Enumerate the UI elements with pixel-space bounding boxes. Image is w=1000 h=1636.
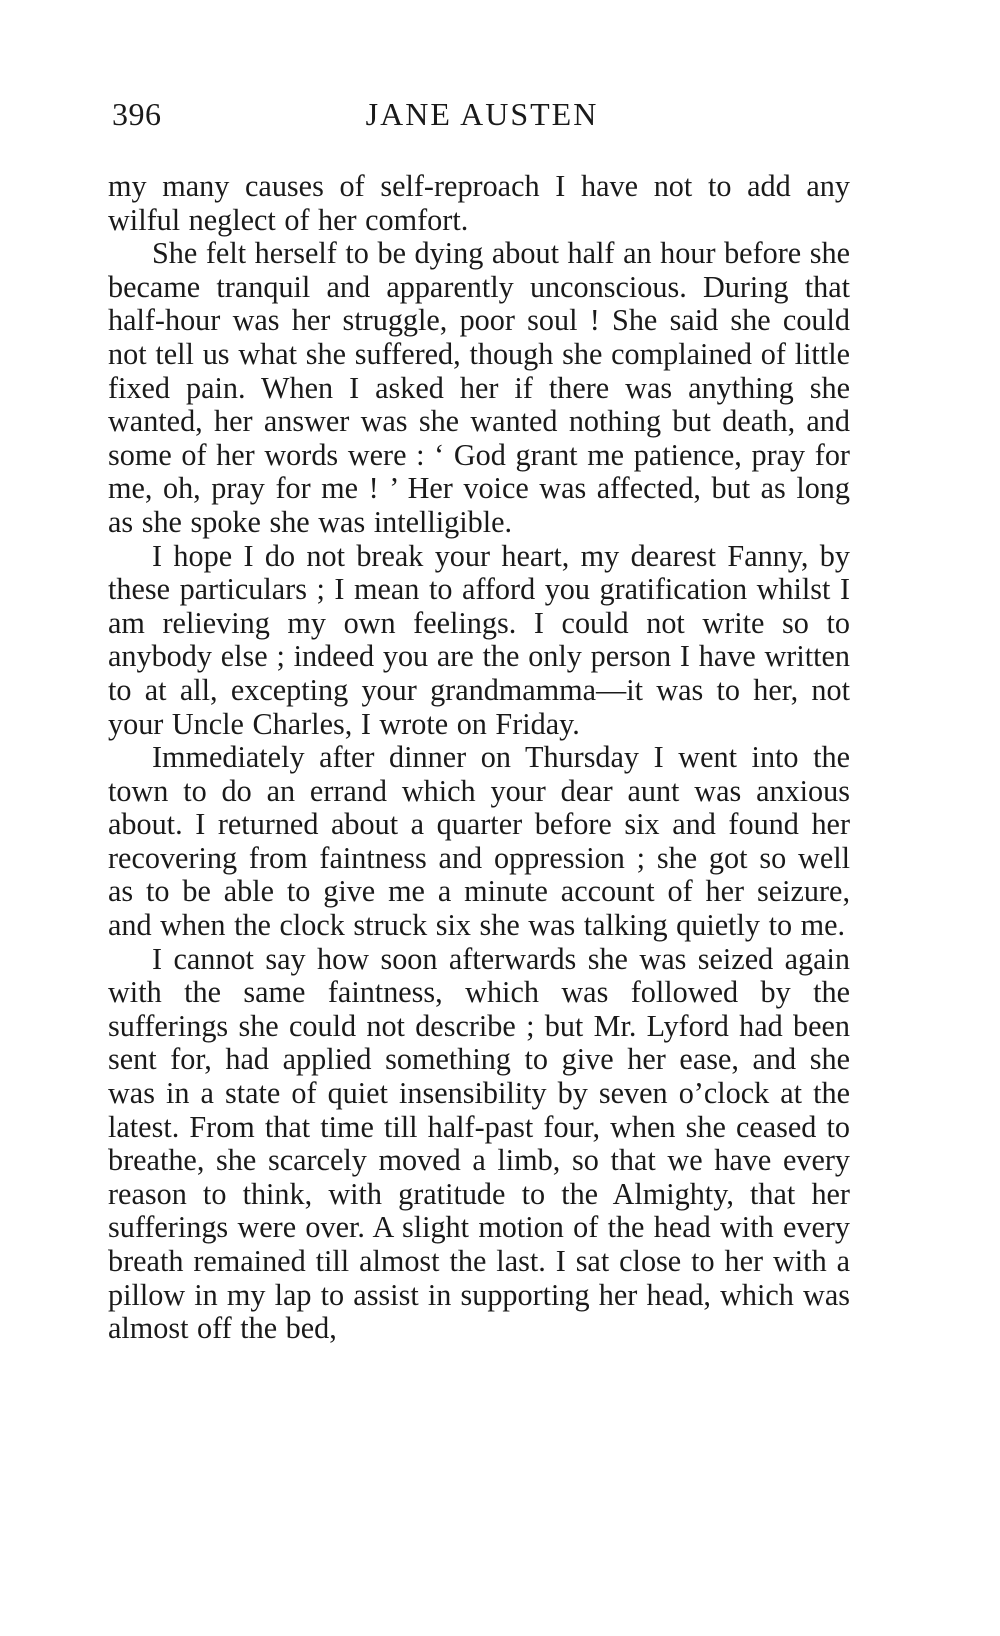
body-text	[108, 170, 850, 1346]
paragraph-3: I hope I do not break your heart, my dearest Fanny, by these particulars ; I mean to afford you gratification whilst I am relieving my own feelings. I could not write so to anybody else ; indeed you are the only person I have written to at all, excepting your grandmamma—it was to her, not your Uncle Charles, I wrote on Friday.	[108, 538, 850, 741]
paragraph-2: She felt herself to be dying about half an hour before she became tranquil and apparently unconscious. During that half-hour was her struggle, poor soul ! She said she could not tell us what she suffered, though she complained of little fixed pain. When I asked her if there was anything she wanted, her answer was she wanted nothing but death, and some of her words were : ‘ God grant me patience, pray for me, oh, pray for me ! ’ Her voice was affected, but as long as she spoke she was intelligible.	[108, 236, 850, 539]
running-title: JANE AUSTEN	[365, 96, 599, 132]
paragraph-5: I cannot say how soon afterwards she was seized again with the same faintness, which was followed by the sufferings she could not describe ; but Mr. Lyford had been sent for, had applied something to give her ease, and she was in a state of quiet insensibility by seven o’clock at the latest. From that time till half-past four, when she ceased to breathe, she scarcely moved a limb, so that we have every reason to think, with gratitude to the Almighty, that her sufferings were over. A slight motion of the head with every breath remained till almost the last. I sat close to her with a pillow in my lap to assist in supporting her head, which was almost off the bed,	[108, 941, 850, 1346]
page-number: 396	[112, 96, 162, 132]
page-header	[112, 96, 852, 140]
paragraph-1: my many causes of self-reproach I have not to add any wilful neglect of her comfort.	[108, 169, 850, 237]
paragraph-4: Immediately after dinner on Thursday I went into the town to do an errand which your dear aunt was anxious about. I returned about a quarter before six and found her recovering from faintness and oppression ; she got so well as to be able to give me a minute account of her seizure, and when the clock struck six she was talking quietly to me.	[108, 740, 850, 943]
